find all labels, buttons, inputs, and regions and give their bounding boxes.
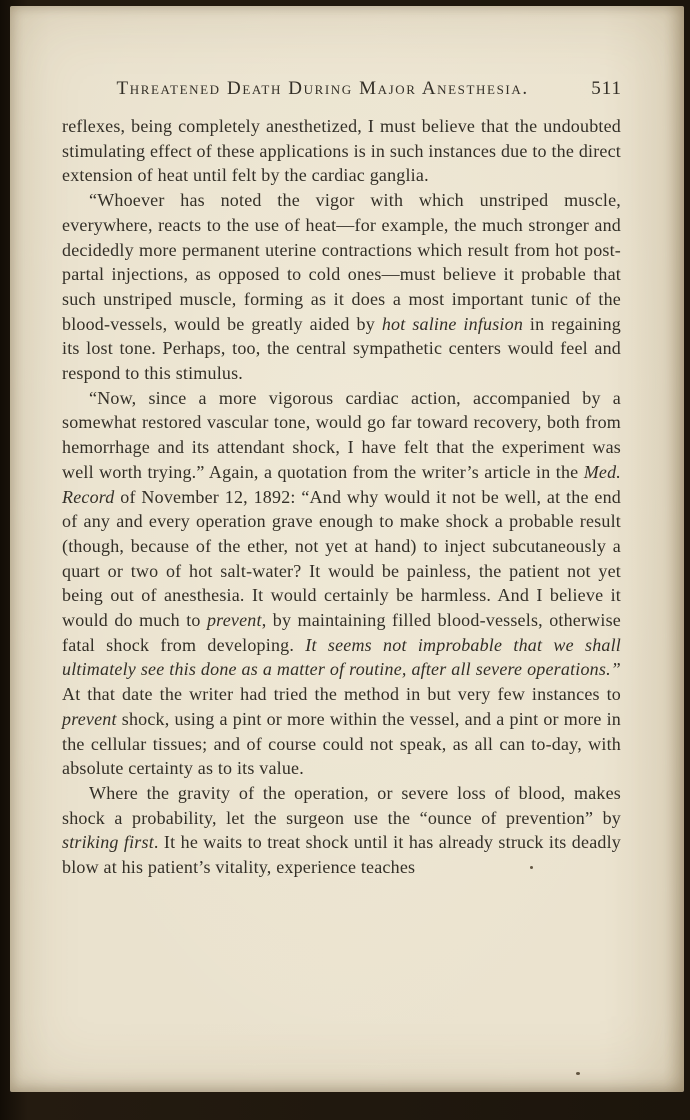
emphasized-text: It seems not improbable that we shall ultimately see this done as a matter of routine, after all severe operations.”	[62, 634, 621, 680]
body-text: “Whoever has noted the vigor with which unstriped muscle, everywhere, reacts to the use of heat—for example, the much stronger and decidedly more permanent uterine contractions which result from hot post-partal injections, as opposed to cold ones—must believe it probable that such unstriped muscle, forming as it does a most important tunic of the blood-vessels, would be greatly aided by	[62, 190, 621, 334]
scan-speck	[530, 866, 533, 869]
emphasized-text: prevent	[62, 708, 117, 729]
body-text: of November 12, 1892: “And why would it not be well, at the end of any and every operation grave enough to make shock a probable result (though, because of the ether, not yet at hand) to inject subcutaneously a quart or two of hot salt-water? It would be painless, the patient not yet being out of anesthesia. It would certainly be harmless. And I believe it would do much to	[62, 486, 621, 631]
emphasized-text: Med. Record	[62, 461, 621, 507]
emphasized-text: prevent	[206, 610, 262, 631]
running-header	[62, 78, 622, 100]
text-block	[62, 114, 621, 880]
page-title: Threatened Death During Major Anesthesia.	[116, 78, 529, 99]
scan-speck	[576, 1072, 580, 1075]
body-text: , by maintaining filled blood-vessels, otherwise fatal shock from developing.	[62, 610, 621, 655]
paragraph	[62, 188, 621, 386]
book-page	[10, 6, 684, 1092]
body-text: . It he waits to treat shock until it has already struck its deadly blow at his patient’s vitality, experience teaches	[62, 832, 621, 878]
body-text: “Now, since a more vigorous cardiac action, accompanied by a somewhat restored vascular tone, would go far toward recovery, both from hemorrhage and its attendant shock, I have felt that the experiment was well worth trying.” Again, a quotation from the writer’s article in the	[62, 387, 621, 482]
body-text: At that date the writer had tried the method in but very few instances to	[62, 684, 621, 705]
page-number: 511	[591, 78, 622, 99]
paragraph	[62, 114, 621, 188]
body-text: reflexes, being completely anesthetized, I must believe that the undoubted stimulating effect of these applications is in such instances due to the direct extension of heat until felt by the cardiac ganglia.	[62, 116, 621, 186]
emphasized-text: striking first	[62, 832, 154, 853]
emphasized-text: hot saline infusion	[381, 313, 524, 334]
paragraph	[62, 386, 621, 781]
paragraph	[62, 781, 621, 880]
body-text: in regaining its lost tone. Perhaps, too, the central sympathetic centers would feel and respond to this stimulus.	[62, 313, 622, 384]
body-text: Where the gravity of the operation, or severe loss of blood, makes shock a probability, let the surgeon use the “ounce of prevention” by	[62, 782, 621, 828]
body-text: shock, using a pint or more within the vessel, and a pint or more in the cellular tissues; and of course could not speak, as all can to-day, with absolute certainty as to its value.	[62, 708, 621, 779]
